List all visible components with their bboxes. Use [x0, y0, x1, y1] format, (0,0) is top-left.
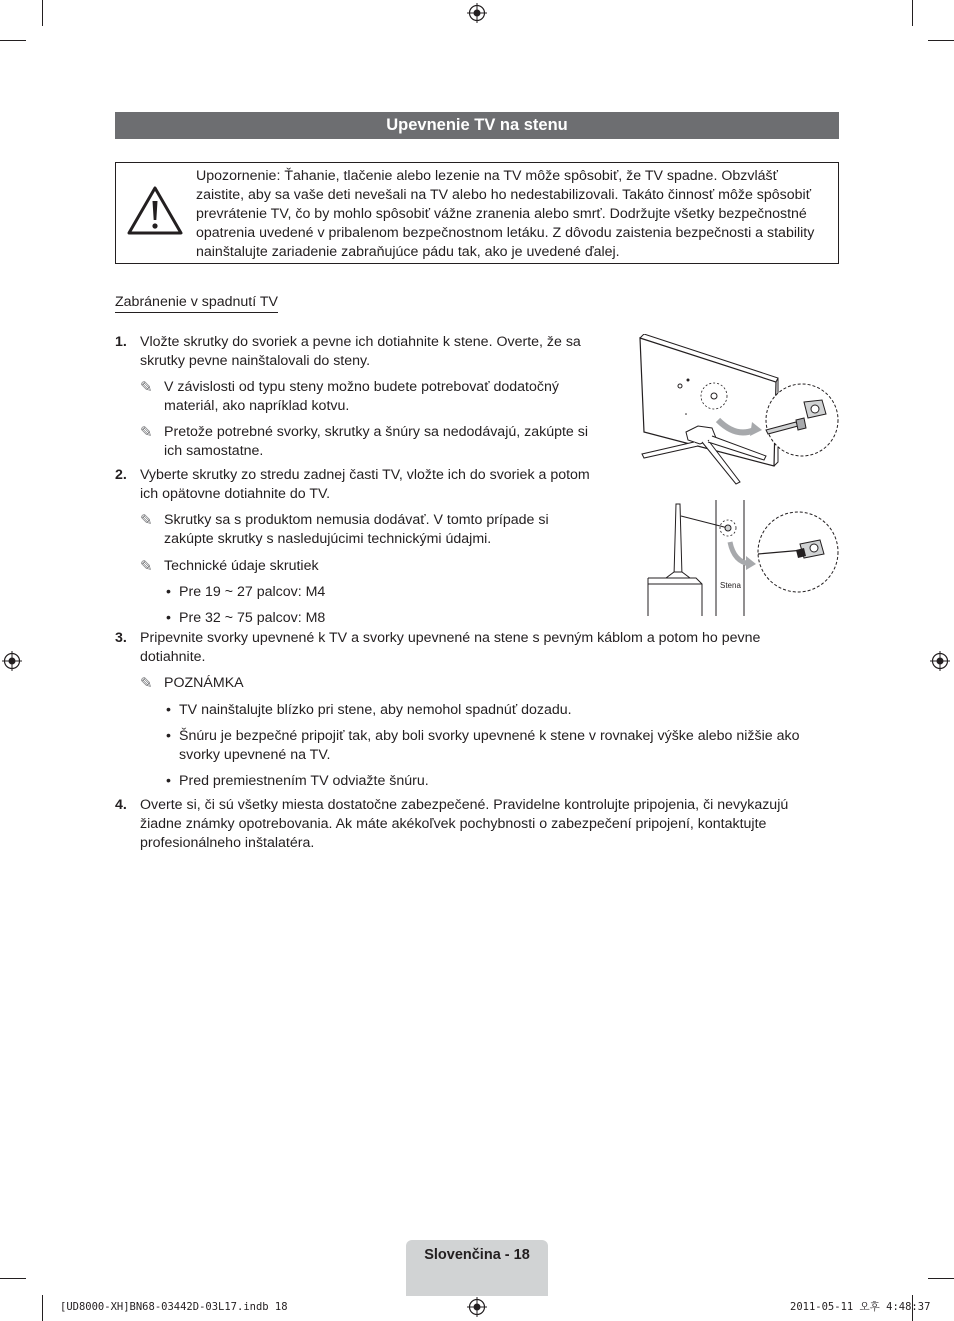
warning-line: nainštalujte zariadenie zabraňujúce pádu tak, ako je uvedené ďalej. [196, 244, 620, 260]
wall-label: Stena [720, 581, 741, 590]
pencil-note-icon: ✎ [140, 512, 153, 529]
registration-mark-icon [930, 651, 950, 671]
step-number: 4. [115, 797, 127, 813]
step-line: profesionálneho inštalatéra. [140, 835, 315, 851]
note-line: Skrutky sa s produktom nemusia dodávať. V tomto prípade si [164, 512, 549, 528]
pencil-note-icon: ✎ [140, 379, 153, 396]
note-line: V závislosti od typu steny možno budete potrebovať dodatočný [164, 379, 559, 395]
registration-mark-icon [2, 651, 22, 671]
crop-mark [912, 0, 913, 26]
step-text [140, 466, 590, 504]
step-line: ich opätovne dotiahnite do TV. [140, 486, 331, 502]
step-number: 2. [115, 467, 127, 483]
registration-mark-icon [467, 1297, 487, 1317]
note-line: Technické údaje skrutiek [164, 558, 319, 574]
crop-mark [928, 40, 954, 41]
warning-triangle-icon [126, 185, 184, 237]
timestamp: 2011-05-11 오후 4:48:37 [790, 1301, 931, 1313]
step-number: 1. [115, 334, 127, 350]
note-line: Pretože potrebné svorky, skrutky a šnúry sa nedodávajú, zakúpte si [164, 424, 589, 440]
step-line: Pripevnite svorky upevnené k TV a svorky upevnené na stene s pevným káblom a potom ho pevne [140, 630, 761, 646]
crop-mark [0, 1278, 26, 1279]
pencil-note-icon: ✎ [140, 558, 153, 575]
note-line: ich samostatne. [164, 443, 264, 459]
crop-mark [42, 0, 43, 26]
warning-box [115, 162, 839, 264]
step-line: Vložte skrutky do svoriek a pevne ich dotiahnite k stene. Overte, že sa [140, 334, 581, 350]
warning-line: opatrenia uvedené v pribalenom bezpečnostnom letáku. Z dôvodu zaistenia bezpečnosti a stability [196, 225, 815, 241]
step-text [140, 796, 788, 853]
registration-mark-icon [467, 3, 487, 23]
crop-mark [928, 1278, 954, 1279]
note-heading: POZNÁMKA [164, 675, 244, 691]
step-line: Overte si, či sú všetky miesta dostatočne zabezpečené. Pravidelne kontrolujte pripojenia, či nevykazujú [140, 797, 789, 813]
step-number: 3. [115, 630, 127, 646]
warning-text [196, 167, 832, 262]
note-line: materiál, ako napríklad kotvu. [164, 398, 350, 414]
step-text [140, 629, 760, 667]
page-number-tab: Slovenčina - 18 [406, 1240, 548, 1296]
tv-wall-side-illustration [646, 498, 840, 618]
step-line: Vyberte skrutky zo stredu zadnej časti TV, vložte ich do svoriek a potom [140, 467, 590, 483]
crop-mark [42, 1295, 43, 1321]
subsection-title: Zabránenie v spadnutí TV [115, 293, 278, 313]
note-line: zakúpte skrutky s nasledujúcimi technickými údajmi. [164, 531, 492, 547]
pencil-note-icon: ✎ [140, 424, 153, 441]
warning-line: zaistite, aby sa vaše deti nevešali na TV alebo ho nedestabilizovali. Takáto činnosť môže spôsobiť [196, 187, 812, 203]
step-line: žiadne známky opotrebovania. Ak máte akékoľvek pochybnosti o zabezpečení pripojení, kontaktujte [140, 816, 767, 832]
tv-back-illustration [636, 334, 840, 490]
warning-line: prevrátenie TV, čo by mohlo spôsobiť vážne zranenia alebo smrť. Dodržujte všetky bezpečnostné [196, 206, 807, 222]
warning-line: : Ťahanie, tlačenie alebo lezenie na TV môže spôsobiť, že TV spadne. Obzvlášť [276, 168, 778, 184]
warning-label: Upozornenie [196, 168, 277, 184]
crop-mark [0, 40, 26, 41]
step-line: skrutky pevne nainštalovali do steny. [140, 353, 371, 369]
step-line: dotiahnite. [140, 649, 206, 665]
pencil-note-icon: ✎ [140, 675, 153, 692]
step-text [140, 333, 581, 371]
section-title: Upevnenie TV na stenu [115, 112, 839, 139]
file-info: [UD8000-XH]BN68-03442D-03L17.indb 18 [60, 1301, 288, 1313]
